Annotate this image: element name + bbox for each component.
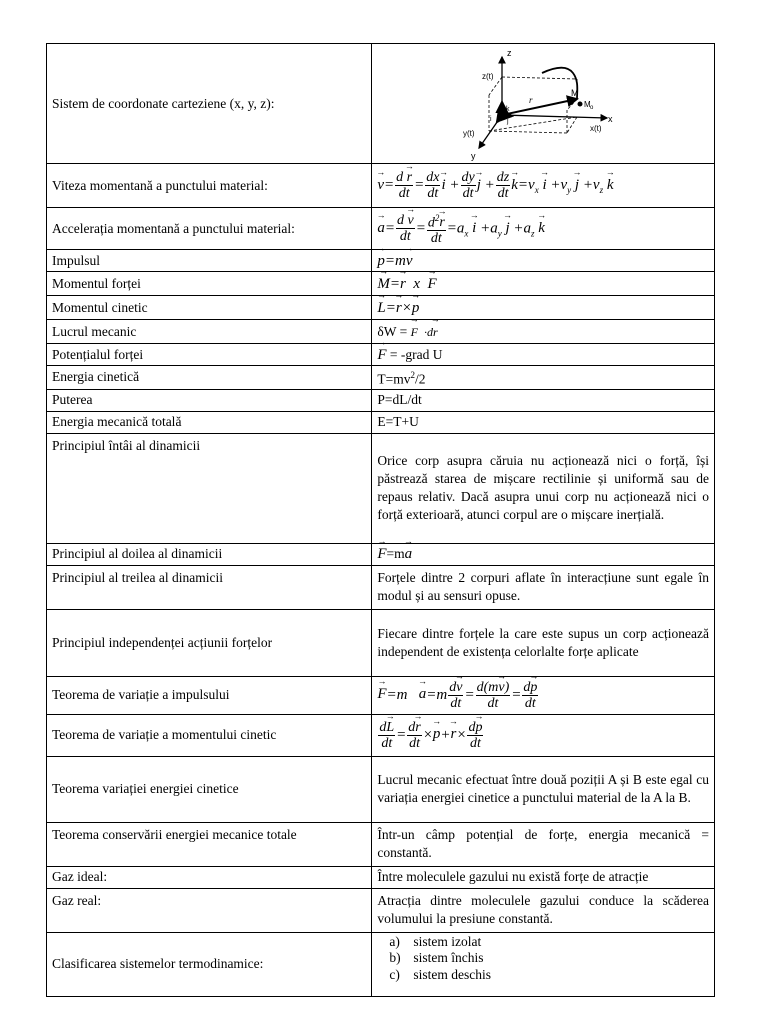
text-third-principle: Forțele dintre 2 corpuri aflate în interacțiune sunt egale în modul și au sensuri opuse. [372, 565, 715, 609]
text-ideal-gas: Între moleculele gazului nu există forțe de atracție [372, 866, 715, 888]
table-row [47, 822, 715, 866]
cartesian-coordinate-diagram [457, 45, 617, 163]
formula-impulse: → p=m→ v [372, 250, 715, 272]
table-row [47, 366, 715, 390]
work-prefix: δW = [377, 323, 408, 339]
row-label: Lucrul mecanic [47, 320, 372, 344]
list-item: c) sistem deschis [389, 966, 491, 982]
row-label: Principiul întâi al dinamicii [47, 433, 372, 543]
system-types-list [377, 934, 709, 984]
axis-label-xt: x(t) [590, 123, 602, 133]
text-independence-principle: Fiecare dintre forțele la care este supus un corp acționează independent de existența celorlalte forțe aplicate [372, 609, 715, 676]
table-row [47, 756, 715, 822]
unit-vector-label-j: j [507, 117, 509, 125]
axis-label-zt: z(t) [482, 71, 494, 81]
row-label: Teorema de variație a impulsului [47, 676, 372, 714]
formula-velocity: → v= $\frac{d \to r}{dt}$ = $\frac{dx}{dt}$ → i + $\frac{dy}{dt}$ → j + $\frac{dz}{dt}$ → $k=v_x \to i +v_y \to j +v_z \to k$ [372, 164, 715, 208]
vector-label-r: r [529, 94, 533, 105]
row-label: Momentul forței [47, 272, 372, 296]
list-item: a) sistem izolat [389, 933, 482, 949]
row-label: Gaz real: [47, 888, 372, 932]
row-label: Momentul cinetic [47, 296, 372, 320]
axis-label-yt: y(t) [463, 128, 475, 138]
row-label: Impulsul [47, 250, 372, 272]
table-row [47, 389, 715, 411]
formula-impulse-theorem: → F=m → a=m $\frac{d\to v}{dt}$ = $\frac{d(m\to v)}{dt}$ = $\frac{d\to p}{dt}$ [372, 676, 715, 714]
point-label-m0: M [584, 99, 592, 109]
formula-angular-momentum: → L=→ r×→ p [372, 296, 715, 320]
table-row [47, 411, 715, 433]
list-thermodynamic-systems [372, 932, 715, 996]
row-label: Teorema variației energiei cinetice [47, 756, 372, 822]
row-label: Potențialul forței [47, 344, 372, 366]
unit-vector-label-i: i [490, 115, 492, 123]
point-label-m: M [571, 87, 579, 98]
formula-acceleration: → a= $\frac{d \to v}{dt}$ = $\frac{d^2\to r}{dt}$ $=a_x \to i +a_y \to j +a_z \to k$ [372, 208, 715, 250]
row-label: Puterea [47, 389, 372, 411]
table-row [47, 164, 715, 208]
table-row [47, 344, 715, 366]
second-principle-mid: =m [386, 546, 405, 561]
table-row [47, 433, 715, 543]
row-label: Principiul al doilea al dinamicii [47, 543, 372, 565]
table-row [47, 866, 715, 888]
row-label: Accelerația momentană a punctului material: [47, 208, 372, 250]
axis-label-y: y [471, 150, 476, 161]
formula-power: P=dL/dt [372, 389, 715, 411]
text-energy-conservation: Într-un câmp potențial de forțe, energia mecanică = constantă. [372, 822, 715, 866]
row-label: Teorema conservării energiei mecanice totale [47, 822, 372, 866]
physics-formula-table [46, 43, 715, 997]
axis-label-z: z [507, 47, 512, 58]
list-item: b) sistem închis [389, 950, 484, 965]
table-row [47, 565, 715, 609]
point-label-m0-sub: o [590, 104, 594, 111]
formula-angular-momentum-theorem: $\frac{d\to L}{dt}$ = $\frac{d\to r}{dt}$ ×→ p+→ r× $\frac{d\to p}{dt}$ [372, 714, 715, 756]
row-label: Sistem de coordonate carteziene (x, y, z): [47, 44, 372, 164]
axis-label-x: x [608, 113, 613, 124]
table-row [47, 44, 715, 164]
unit-vector-label-k: k [506, 105, 510, 113]
text-kinetic-energy-theorem: Lucrul mecanic efectuat între două poziții A și B este egal cu variația energiei cinetice a punctului material de la A la B. [372, 756, 715, 822]
table-row [47, 932, 715, 996]
row-label: Clasificarea sistemelor termodinamice: [47, 932, 372, 996]
table-row [47, 296, 715, 320]
formula-kinetic-energy [372, 366, 715, 390]
row-label: Teorema de variație a momentului cinetic [47, 714, 372, 756]
table-row [47, 714, 715, 756]
table-row [47, 609, 715, 676]
table-row [47, 676, 715, 714]
formula-second-principle: → F=m→ a [372, 543, 715, 565]
row-label: Principiul independenței acțiunii forțelor [47, 609, 372, 676]
coordinate-diagram-cell [372, 44, 715, 164]
table-row [47, 888, 715, 932]
formula-mechanical-work: δW = → F ·d→ r [372, 320, 715, 344]
potential-suffix: = -grad U [389, 346, 443, 362]
text-real-gas: Atracția dintre moleculele gazului conduce la scăderea volumului la presiune constantă. [372, 888, 715, 932]
ke-sup: 2 [410, 370, 415, 380]
formula-moment-of-force: → M=→ r x → F [372, 272, 715, 296]
row-label: Energia mecanică totală [47, 411, 372, 433]
row-label: Viteza momentană a punctului material: [47, 164, 372, 208]
table-row [47, 543, 715, 565]
row-label: Principiul al treilea al dinamicii [47, 565, 372, 609]
text-first-principle: Orice corp asupra căruia nu acționează nici o forță, își păstrează starea de mișcare rectilinie și uniformă sau de repaus relativ. Dacă asupra unui corp nu acționează nici o forță exterioară, atunci corpul are o mișcare inerțială. [372, 433, 715, 543]
ke-b: /2 [415, 371, 426, 387]
formula-force-potential: → F = -grad U [372, 344, 715, 366]
row-label: Gaz ideal: [47, 866, 372, 888]
formula-total-energy: E=T+U [372, 411, 715, 433]
row-label: Energia cinetică [47, 366, 372, 390]
ke-a: T=mv [377, 371, 411, 387]
